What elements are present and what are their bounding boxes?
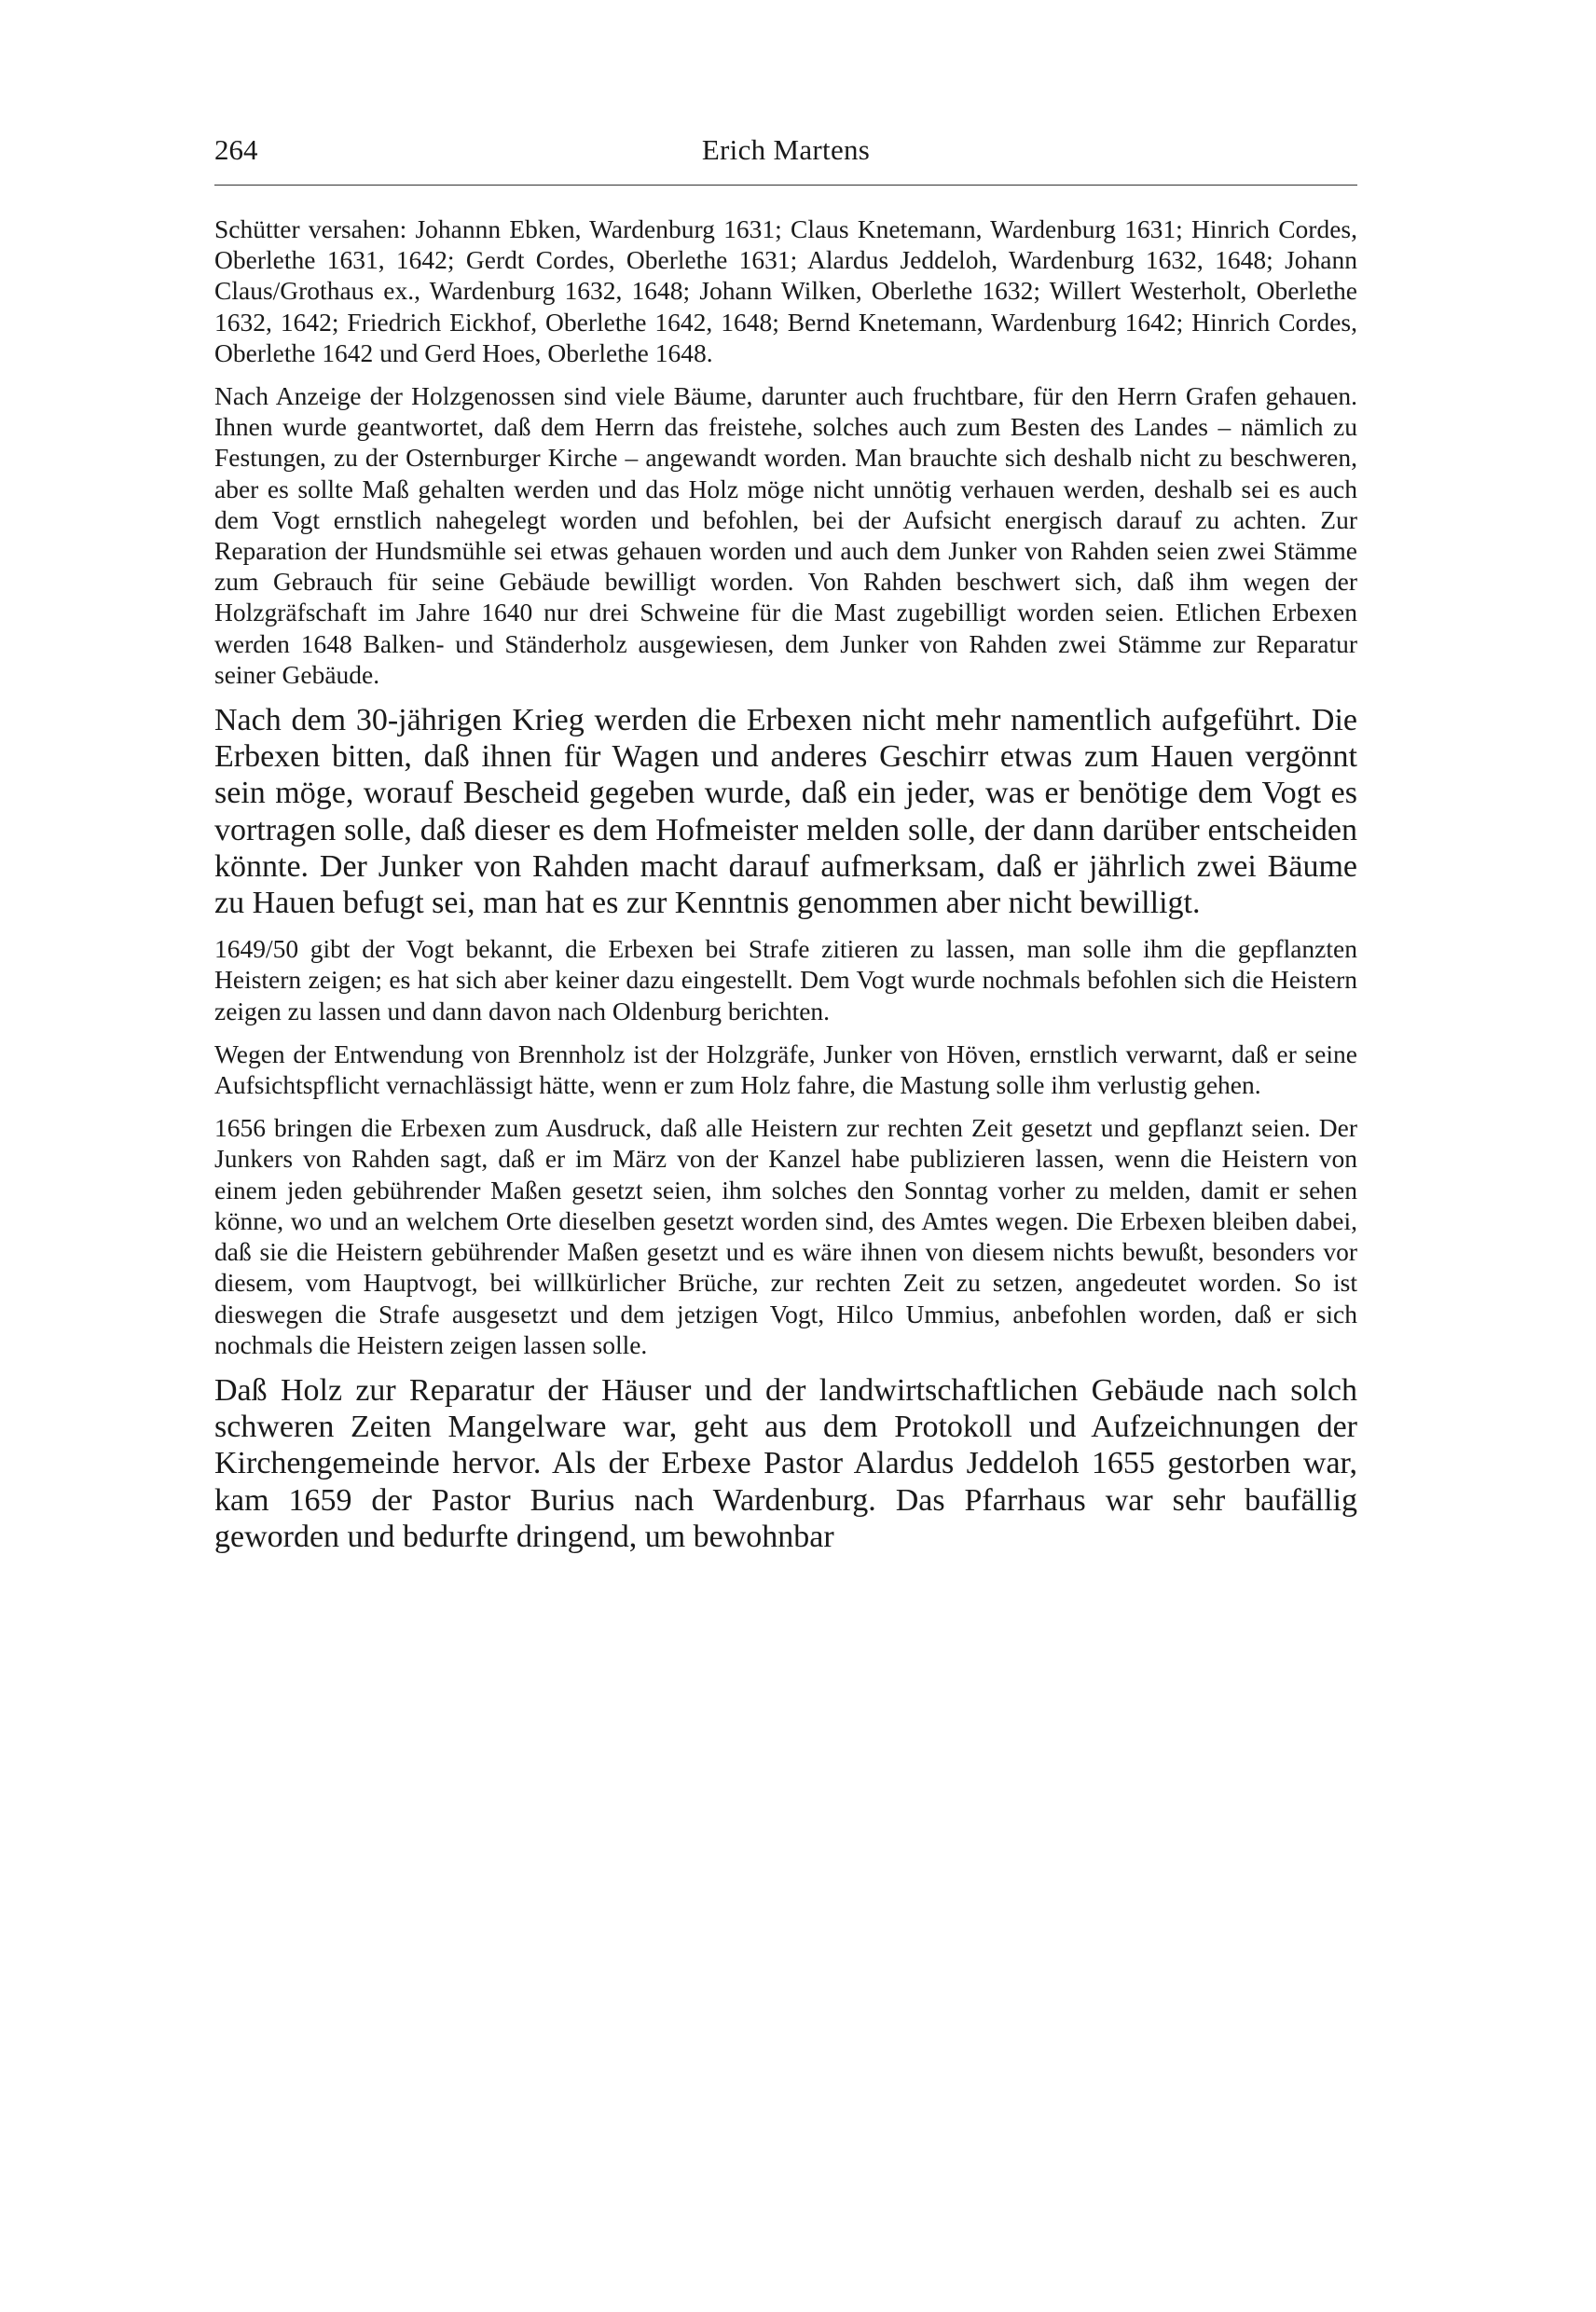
paragraph-brennholz: Wegen der Entwendung von Brennholz ist der Holzgräfe, Junker von Höven, ernstlich verwarnt, daß er seine Aufsichtspflicht vernachlässigt hätte, wenn er zum Holz fahre, die Mastung solle ihm verlustig gehen. — [214, 1039, 1357, 1100]
paragraph-dreissigjaehriger-krieg: Nach dem 30-jährigen Krieg werden die Erbexen nicht mehr namentlich aufgeführt. Die Erbexen bitten, daß ihnen für Wagen und anderes Geschirr etwas zum Hauen vergönnt sein möge, worauf Bescheid gegeben wurde, daß ein jeder, was er benötige dem Vogt es vortragen solle, daß dieser es dem Hofmeister melden solle, der dann darüber entscheiden könnte. Der Junker von Rahden macht darauf aufmerksam, daß er jährlich zwei Bäume zu Hauen befugt sei, man hat es zur Kenntnis genommen aber nicht bewilligt. — [214, 703, 1357, 921]
running-head — [214, 129, 1357, 186]
paragraph-1649-50: 1649/50 gibt der Vogt bekannt, die Erbexen bei Strafe zitieren zu lassen, man solle ihm die gepflanzten Heistern zeigen; es hat sich aber keiner dazu eingestellt. Dem Vogt wurde nochmals befohlen sich die Heistern zeigen zu lassen und dann davon nach Oldenburg berichten. — [214, 934, 1357, 1025]
body-text — [214, 213, 1357, 1555]
paragraph-1656: 1656 bringen die Erbexen zum Ausdruck, daß alle Heistern zur rechten Zeit gesetzt und gepflanzt seien. Der Junkers von Rahden sagt, daß er im März von der Kanzel habe publizieren lassen, wenn die Heistern von einem jeden gebührender Maßen gesetzt seien, ihm solches den Sonntag vorher zu melden, damit er sehen könne, wo und an welchem Orte dieselben gesetzt worden sind, des Amtes wegen. Die Erbexen bleiben dabei, daß sie die Heistern gebührender Maßen gesetzt und es wäre ihnen von diesem nichts bewußt, besonders vor diesem, vom Hauptvogt, bei willkürlicher Brüche, zur rechten Zeit zu setzen, angedeutet worden. So ist dieswegen die Strafe ausgesetzt und dem jetzigen Vogt, Hilco Ummius, anbefohlen worden, daß er sich nochmals die Heistern zeigen lassen solle. — [214, 1113, 1357, 1359]
paragraph-schuetter: Schütter versahen: Johannn Ebken, Wardenburg 1631; Claus Knetemann, Wardenburg 1631; Hinrich Cordes, Oberlethe 1631, 1642; Gerdt Cordes, Oberlethe 1631; Alardus Jeddeloh, Wardenburg 1632, 1648; Johann Claus/Grothaus ex., Wardenburg 1632, 1648; Johann Wilken, Oberlethe 1632; Willert Westerholt, Oberlethe 1632, 1642; Friedrich Eickhof, Oberlethe 1642, 1648; Bernd Knetemann, Wardenburg 1642; Hinrich Cordes, Oberlethe 1642 und Gerd Hoes, Oberlethe 1648. — [214, 214, 1357, 367]
running-title: Erich Martens — [701, 133, 871, 166]
document-page — [214, 129, 1357, 1555]
paragraph-pfarrhaus: Daß Holz zur Reparatur der Häuser und der landwirtschaftlichen Gebäude nach solch schweren Zeiten Mangelware war, geht aus dem Protokoll und Aufzeichnungen der Kirchengemeinde hervor. Als der Erbexe Pastor Alardus Jeddeloh 1655 gestorben war, kam 1659 der Pastor Burius nach Wardenburg. Das Pfarrhaus war sehr baufällig geworden und bedurfte dringend, um bewohnbar — [214, 1372, 1357, 1554]
paragraph-holzgenossen: Nach Anzeige der Holzgenossen sind viele Bäume, darunter auch fruchtbare, für den Herrn Grafen gehauen. Ihnen wurde geantwortet, daß dem Herrn das freistehe, solches auch zum Besten des Landes – nämlich zu Festungen, zu der Osternburger Kirche – angewandt worden. Man brauchte sich deshalb nicht zu beschweren, aber es sollte Maß gehalten werden und das Holz möge nicht unnötig verhauen werden, deshalb sei es auch dem Vogt ernstlich nahegelegt worden und befohlen, bei der Aufsicht energisch darauf zu achten. Zur Reparation der Hundsmühle sei etwas gehauen worden und auch dem Junker von Rahden seien zwei Stämme zum Gebrauch für seine Gebäude bewilligt worden. Von Rahden beschwert sich, daß ihm wegen der Holzgräfschaft im Jahre 1640 nur drei Schweine für die Mast zugebilligt worden seien. Etlichen Erbexen werden 1648 Balken- und Ständerholz ausgewiesen, dem Junker von Rahden zwei Stämme zur Reparatur seiner Gebäude. — [214, 381, 1357, 689]
page-number: 264 — [214, 133, 258, 166]
